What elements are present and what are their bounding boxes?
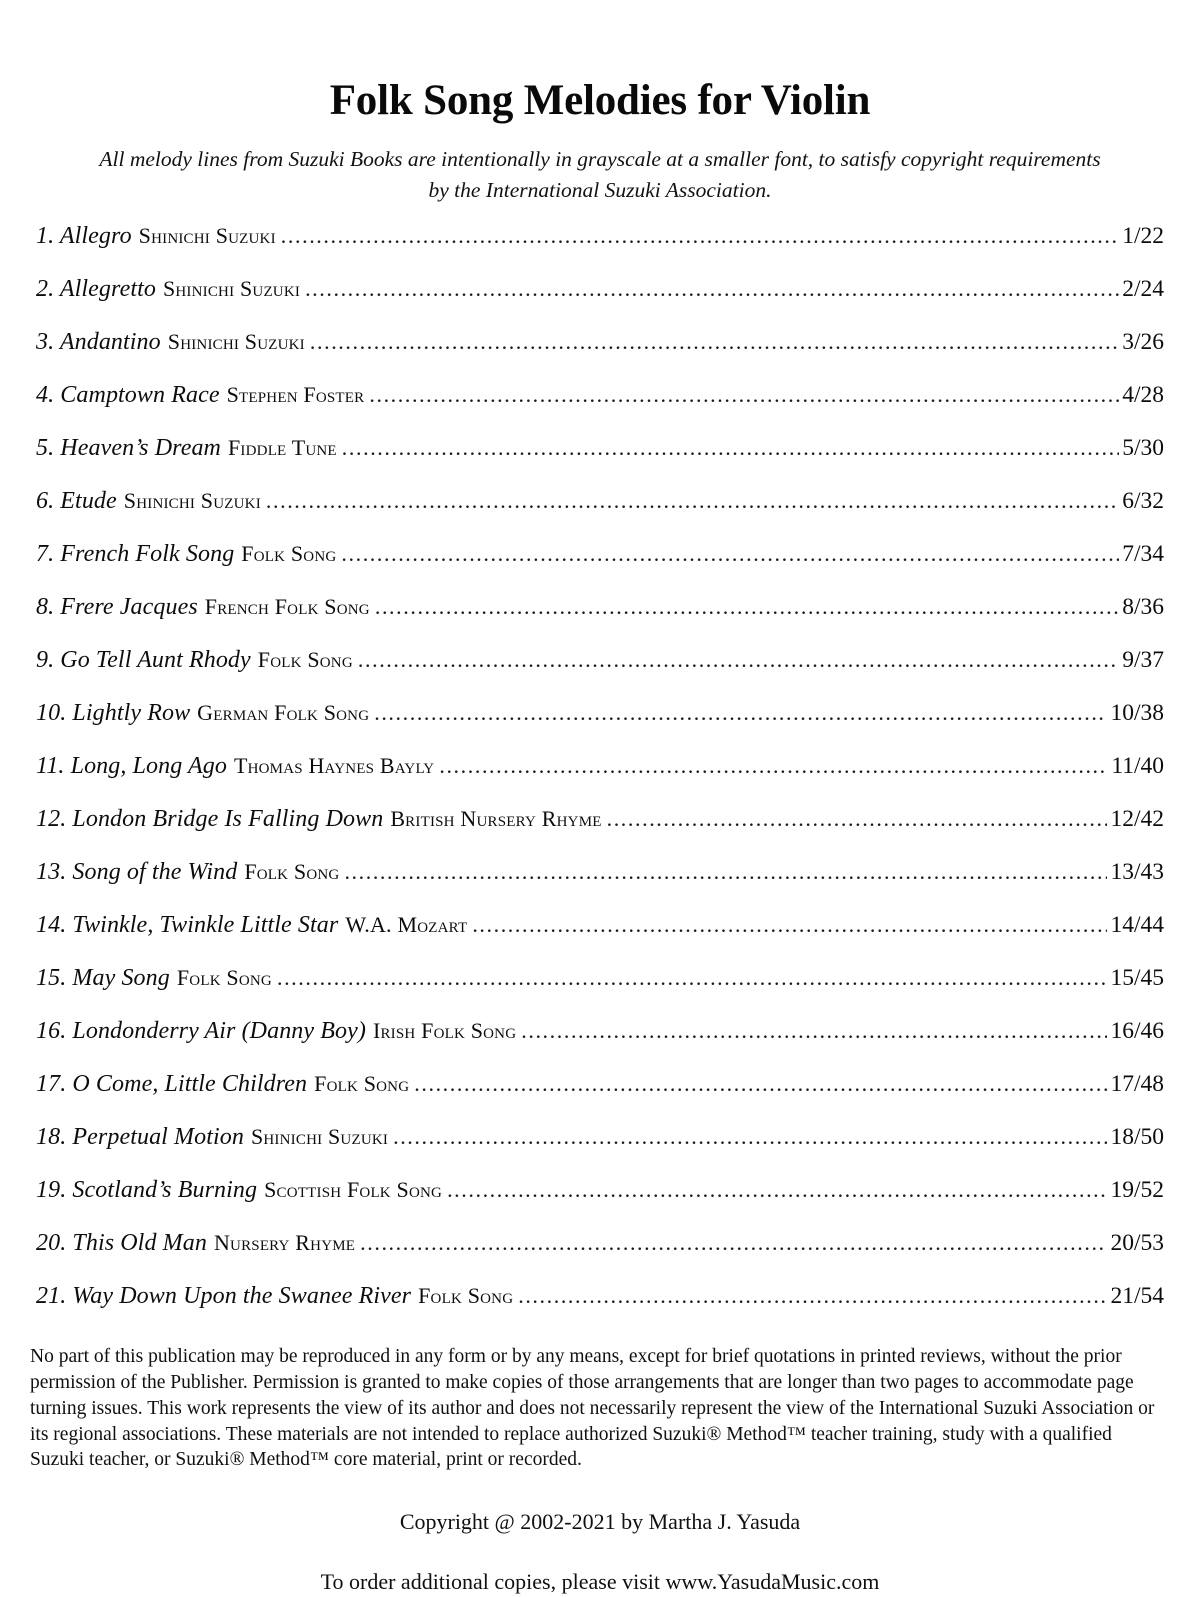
toc-entry-pages: 17/48 [1110, 1071, 1164, 1098]
toc-leader-dots [342, 435, 1119, 458]
toc-entry[interactable] [36, 1124, 1164, 1177]
toc-entry-title: 8. Frere Jacques [36, 594, 198, 621]
toc-entry-composer: Folk Song [244, 859, 340, 885]
toc-leader-dots [360, 1230, 1107, 1253]
toc-entry-pages: 11/40 [1111, 753, 1164, 780]
toc-leader-dots [414, 1071, 1107, 1094]
toc-entry-title: 16. Londonderry Air (Danny Boy) [36, 1018, 366, 1045]
toc-leader-dots [375, 594, 1119, 617]
toc-entry[interactable] [36, 1230, 1164, 1283]
toc-entry-pages: 1/22 [1122, 223, 1164, 250]
toc-entry-title: 19. Scotland’s Burning [36, 1177, 258, 1204]
toc-entry-title: 2. Allegretto [36, 276, 156, 303]
toc-entry-pages: 7/34 [1122, 541, 1164, 568]
toc-entry-pages: 21/54 [1110, 1283, 1164, 1310]
toc-entry-composer: Stephen Foster [226, 382, 365, 408]
toc-entry-composer: Shinichi Suzuki [138, 223, 276, 249]
toc-leader-dots [607, 806, 1108, 829]
toc-entry-composer: Folk Song [257, 647, 353, 673]
toc-entry-pages: 15/45 [1110, 965, 1164, 992]
toc-entry[interactable] [36, 435, 1164, 488]
toc-leader-dots [281, 223, 1119, 246]
toc-entry-title: 4. Camptown Race [36, 382, 220, 409]
toc-entry-pages: 8/36 [1122, 594, 1164, 621]
toc-entry-composer: Folk Song [241, 541, 337, 567]
toc-entry-title: 18. Perpetual Motion [36, 1124, 244, 1151]
toc-entry-pages: 6/32 [1122, 488, 1164, 515]
toc-entry[interactable] [36, 223, 1164, 276]
toc-entry-composer: Folk Song [418, 1283, 514, 1309]
toc-entry-pages: 16/46 [1110, 1018, 1164, 1045]
toc-entry-composer: French Folk Song [204, 594, 370, 620]
toc-entry-title: 5. Heaven’s Dream [36, 435, 221, 462]
toc-entry-title: 20. This Old Man [36, 1230, 207, 1257]
toc-entry[interactable] [36, 965, 1164, 1018]
toc-entry-composer: Shinichi Suzuki [162, 276, 301, 302]
toc-entry-composer: W.A. Mozart [345, 912, 468, 938]
toc-entry-pages: 18/50 [1110, 1124, 1164, 1151]
toc-entry[interactable] [36, 541, 1164, 594]
toc-entry-title: 13. Song of the Wind [36, 859, 238, 886]
toc-entry-pages: 19/52 [1110, 1177, 1164, 1204]
toc-leader-dots [472, 912, 1107, 935]
toc-entry-composer: Folk Song [176, 965, 272, 991]
toc-leader-dots [344, 859, 1107, 882]
toc-entry-composer: Shinichi Suzuki [250, 1124, 389, 1150]
toc-entry-title: 7. French Folk Song [36, 541, 235, 568]
toc-entry[interactable] [36, 1283, 1164, 1336]
page-title: Folk Song Melodies for Violin [329, 77, 871, 124]
toc-entry-title: 21. Way Down Upon the Swanee River [36, 1283, 412, 1310]
toc-entry-title: 1. Allegro [36, 223, 132, 250]
toc-entry-pages: 20/53 [1110, 1230, 1164, 1257]
toc-entry[interactable] [36, 912, 1164, 965]
toc-entry[interactable] [36, 859, 1164, 912]
toc-leader-dots [447, 1177, 1107, 1200]
toc-entry[interactable] [36, 700, 1164, 753]
toc-entry[interactable] [36, 594, 1164, 647]
toc-leader-dots [277, 965, 1108, 988]
toc-entry-composer: Fiddle Tune [228, 435, 337, 461]
table-of-contents [0, 223, 1200, 1336]
toc-entry-pages: 9/37 [1122, 647, 1164, 674]
toc-entry-title: 12. London Bridge Is Falling Down [36, 806, 384, 833]
toc-entry[interactable] [36, 1071, 1164, 1124]
toc-leader-dots [393, 1124, 1107, 1147]
toc-leader-dots [310, 329, 1119, 352]
toc-entry-title: 9. Go Tell Aunt Rhody [36, 647, 251, 674]
order-info-line: To order additional copies, please visit www.YasudaMusic.com [320, 1569, 880, 1595]
toc-leader-dots [439, 753, 1108, 776]
toc-leader-dots [358, 647, 1119, 670]
toc-entry-composer: Shinichi Suzuki [123, 488, 261, 514]
toc-entry[interactable] [36, 753, 1164, 806]
toc-entry[interactable] [36, 1177, 1164, 1230]
toc-entry-composer: Scottish Folk Song [264, 1177, 443, 1203]
toc-entry-composer: British Nursery Rhyme [390, 806, 602, 832]
toc-entry-title: 10. Lightly Row [36, 700, 191, 727]
toc-entry[interactable] [36, 276, 1164, 329]
toc-entry-pages: 4/28 [1122, 382, 1164, 409]
toc-entry-pages: 13/43 [1110, 859, 1164, 886]
toc-entry-title: 17. O Come, Little Children [36, 1071, 308, 1098]
toc-leader-dots [521, 1018, 1107, 1041]
toc-leader-dots [266, 488, 1119, 511]
toc-entry-pages: 3/26 [1122, 329, 1164, 356]
toc-entry-composer: Thomas Haynes Bayly [233, 753, 435, 779]
toc-entry[interactable] [36, 806, 1164, 859]
toc-entry-composer: Shinichi Suzuki [167, 329, 305, 355]
toc-entry-title: 14. Twinkle, Twinkle Little Star [36, 912, 339, 939]
document-subtitle: All melody lines from Suzuki Books are intentionally in grayscale at a smaller font, to satisfy copyright requirements by the International Suzuki Association. [99, 147, 1101, 202]
toc-entry-pages: 10/38 [1110, 700, 1164, 727]
toc-entry[interactable] [36, 329, 1164, 382]
copyright-line: Copyright @ 2002-2021 by Martha J. Yasuda [399, 1509, 801, 1535]
toc-entry-composer: German Folk Song [197, 700, 370, 726]
toc-entry[interactable] [36, 382, 1164, 435]
toc-entry-composer: Folk Song [314, 1071, 410, 1097]
toc-entry-title: 3. Andantino [36, 329, 161, 356]
toc-leader-dots [374, 700, 1107, 723]
toc-entry[interactable] [36, 1018, 1164, 1071]
toc-entry-pages: 2/24 [1122, 276, 1164, 303]
toc-entry[interactable] [36, 647, 1164, 700]
toc-entry-composer: Nursery Rhyme [213, 1230, 356, 1256]
toc-entry-pages: 5/30 [1122, 435, 1164, 462]
toc-leader-dots [341, 541, 1119, 564]
toc-entry-pages: 14/44 [1110, 912, 1164, 939]
toc-entry-pages: 12/42 [1110, 806, 1164, 833]
toc-entry-title: 6. Etude [36, 488, 117, 515]
toc-entry[interactable] [36, 488, 1164, 541]
toc-entry-composer: Irish Folk Song [372, 1018, 517, 1044]
toc-leader-dots [518, 1283, 1107, 1306]
legal-notice: No part of this publication may be reproduced in any form or by any means, except for brief quotations in printed reviews, without the prior permission of the Publisher. Permission is granted to make copies of those arrangements that are longer than two pages to accommodate page turning issues. This work represents the view of its author and does not necessarily represent the view of the International Suzuki Association or its regional associations. These materials are not intended to replace authorized Suzuki® Method™ teacher training, study with a qualified Suzuki teacher, or Suzuki® Method™ core material, print or recorded. [30, 1346, 1155, 1471]
toc-entry-title: 15. May Song [36, 965, 170, 992]
toc-leader-dots [305, 276, 1119, 299]
toc-entry-title: 11. Long, Long Ago [36, 753, 227, 780]
toc-leader-dots [369, 382, 1119, 405]
